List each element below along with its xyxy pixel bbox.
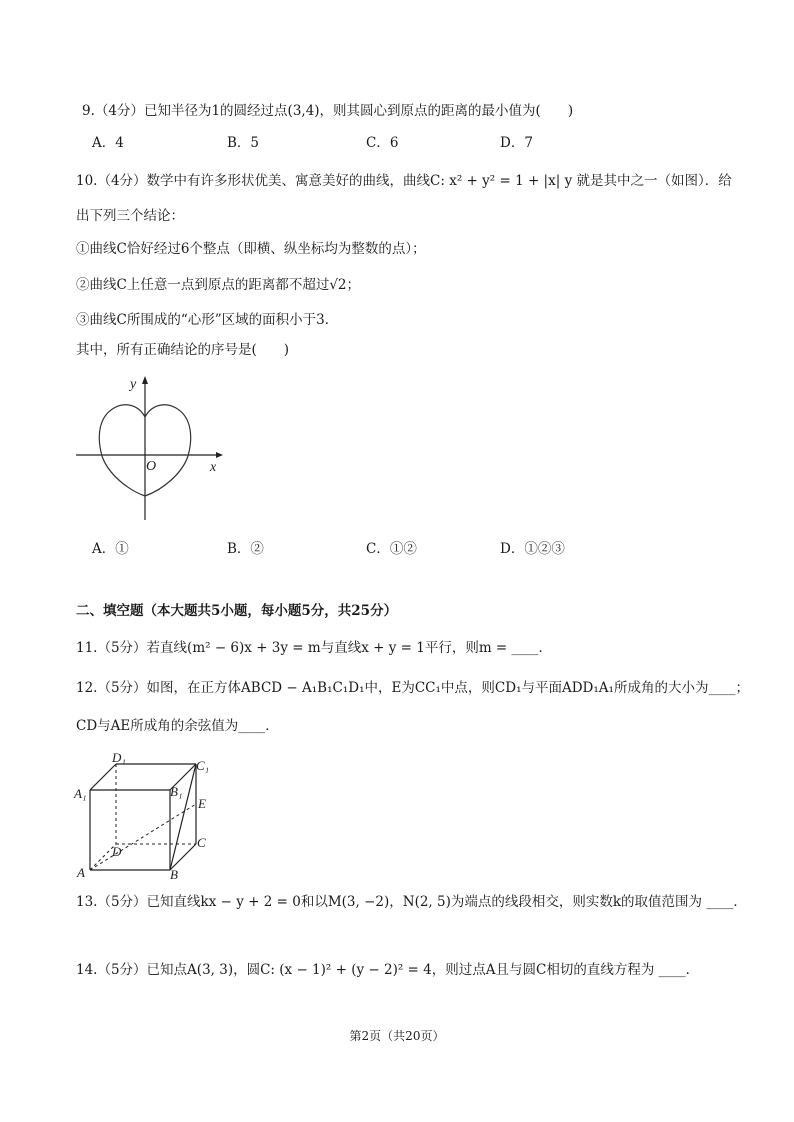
origin-label: O: [146, 459, 157, 474]
label-b1: B₁: [170, 784, 183, 799]
q10-stem-line1: 10.（4分）数学中有许多形状优美、寓意美好的曲线，曲线C: x² + y² = 1 + |x| y 就是其中之一（如图）．给: [76, 173, 732, 189]
q10-claim-2: ②曲线C上任意一点到原点的距离都不超过√2；: [76, 277, 361, 293]
cube-figure: [72, 752, 222, 880]
q9-option-d: D．7: [500, 135, 533, 151]
q9-option-c: C．6: [366, 135, 399, 151]
q10-stem-line2: 出下列三个结论：: [76, 208, 184, 224]
page-footer: 第2页（共20页）: [349, 1029, 445, 1043]
q10-option-d: D．①②③: [500, 541, 565, 557]
q13-stem: 13.（5分）已知直线kx − y + 2 = 0和以M(3, −2)，N(2, 5)为端点的线段相交，则实数k的取值范围为 ____．: [76, 894, 747, 910]
x-axis-arrow: [216, 452, 223, 458]
q14-stem: 14.（5分）已知点A(3, 3)，圆C: (x − 1)² + (y − 2)² = 4，则过点A且与圆C相切的直线方程为 ____．: [76, 962, 700, 978]
label-d1: D₁: [112, 750, 126, 765]
q10-option-b: B．②: [227, 541, 264, 557]
q10-option-c: C．①②: [366, 541, 417, 557]
label-e: E: [198, 796, 206, 811]
heart-curve-figure: [70, 372, 230, 524]
label-c: C: [197, 835, 206, 850]
q10-claim-3: ③曲线C所围成的“心形”区域的面积小于3．: [76, 312, 339, 328]
q9-option-b: B．5: [227, 135, 260, 151]
label-b: B: [170, 867, 178, 882]
q10-option-a: A．①: [92, 541, 129, 557]
q9-stem: 9.（4分）已知半径为1的圆经过点(3,4)，则其圆心到原点的距离的最小值为( ): [82, 103, 574, 119]
label-a1: A₁: [74, 786, 87, 801]
q12-stem-line1: 12.（5分）如图，在正方体ABCD − A₁B₁C₁D₁中，E为CC₁中点，则CD₁与平面ADD₁A₁所成角的大小为____；: [76, 680, 749, 696]
label-c1: C₁: [196, 758, 210, 773]
y-axis-label: y: [130, 377, 137, 392]
q10-claim-1: ①曲线C恰好经过6个整点（即横、纵坐标均为整数的点）；: [76, 241, 426, 257]
q11-stem: 11.（5分）若直线(m² − 6)x + 3y = m与直线x + y = 1平行，则m = ____．: [76, 640, 553, 656]
label-d: D: [112, 844, 122, 859]
label-a: A: [77, 865, 85, 880]
q12-stem-line2: CD与AE所成角的余弦值为____．: [76, 718, 279, 734]
x-axis-label: x: [210, 460, 217, 475]
y-axis-arrow: [142, 376, 148, 384]
q9-option-a: A．4: [92, 135, 124, 151]
section-title: 二、填空题（本大题共5小题，每小题5分，共25分）: [76, 603, 398, 619]
q10-ask: 其中，所有正确结论的序号是( ): [76, 342, 290, 358]
